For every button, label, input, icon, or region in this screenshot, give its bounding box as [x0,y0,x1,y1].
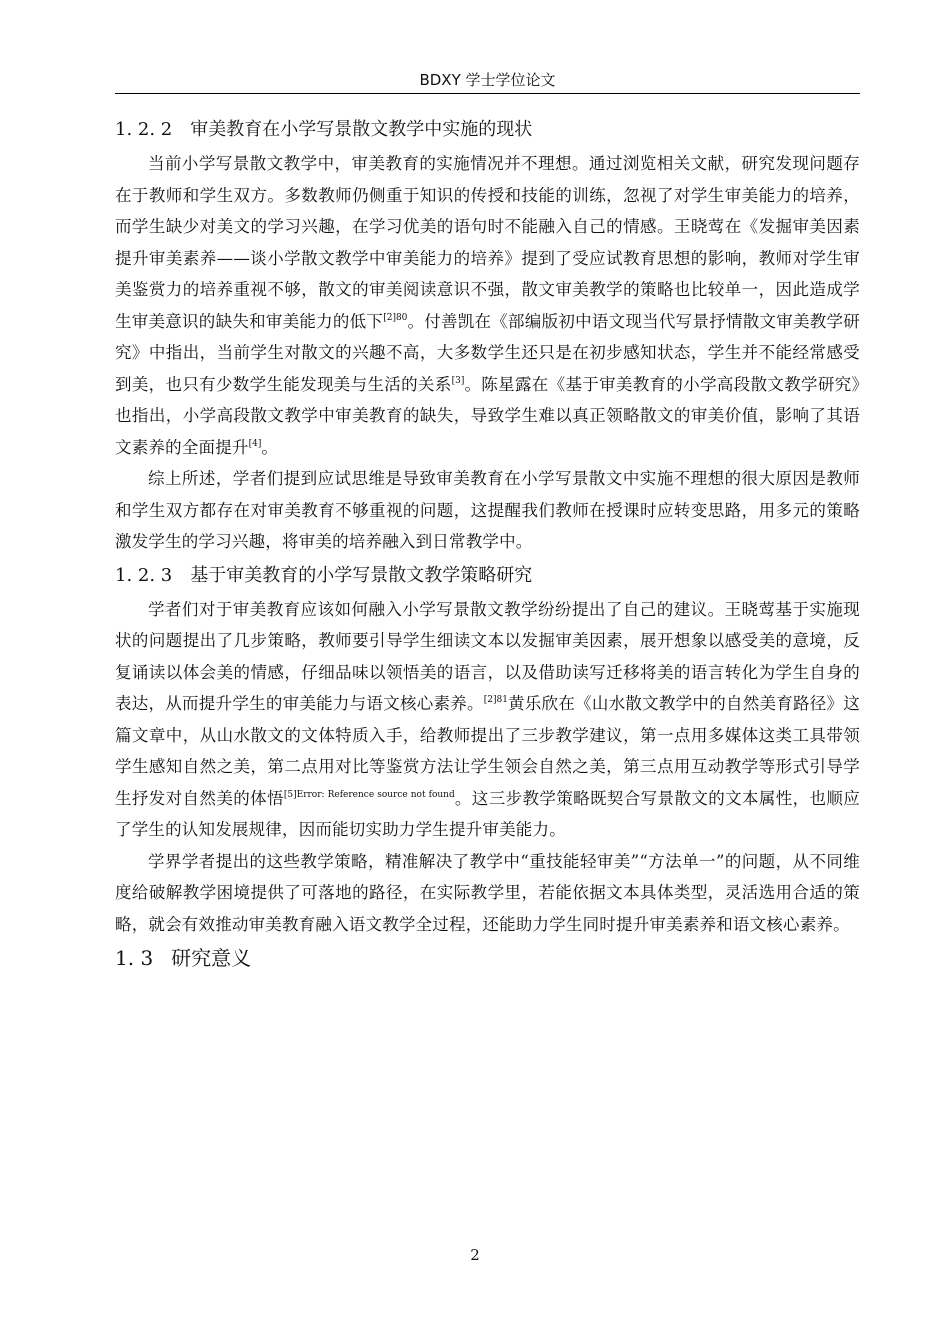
paragraph [115,463,860,558]
running-header: BDXY 学士学位论文 [419,71,556,89]
section-title: 基于审美教育的小学写景散文教学策略研究 [190,564,533,586]
section-number: 1. 3 [115,946,154,970]
page-body [115,112,860,976]
page-number: 2 [470,1246,480,1264]
citation-ref: [3] [451,375,465,386]
paragraph-text: 学者们对于审美教育应该如何融入小学写景散文教学纷纷提出了自己的建议。王晓莺基于实施现状的问题提出了几步策略，教师要引导学生细读文本以发掘审美因素，展开想象以感受美的意境，反复诵读以体会美的情感，仔细品味以领悟美的语言，以及借助读写迁移将美的语言转化为学生自身的表达，从而提升学生的审美能力与语文核心素养。 [115,599,860,713]
citation-ref: [2]81 [483,695,508,705]
paragraph-text: 黄乐欣在《山水散文教学中的自然美育路径》这篇文章中，从山水散文的文体特质入手，给教师提出了三步教学建议，第一点用多媒体这类工具带领学生感知自然之美，第二点用对比等鉴赏方法让学生领会自然之美，第三点用互动教学等形式引导学生抒发对自然美的体悟 [115,694,860,808]
paragraph-text: 当前小学写景散文教学中，审美教育的实施情况并不理想。通过浏览相关文献，研究发现问题存在于教师和学生双方。多数教师仍侧重于知识的传授和技能的训练，忽视了对学生审美能力的培养，而学生缺少对美文的学习兴趣，在学习优美的语句时不能融入自己的情感。王晓莺在《发掘审美因素提升审美素养——谈小学散文教学中审美能力的培养》提到了受应试教育思想的影响，教师对学生审美鉴赏力的培养重视不够，散文的审美阅读意识不强，散文审美教学的策略也比较单一，因此造成学生审美意识的缺失和审美能力的低下 [115,154,860,331]
section-heading-1-2-3 [115,558,860,594]
citation-ref: [5]Error: Reference source not found [283,789,455,800]
paragraph-text: 综上所述，学者们提到应试思维是导致审美教育在小学写景散文中实施不理想的很大原因是教师和学生双方都存在对审美教育不够重视的问题，这提醒我们教师在授课时应转变思路，用多元的策略激发学生的学习兴趣，将审美的培养融入到日常教学中。 [115,469,860,551]
paragraph [115,148,860,463]
paragraph-text: 。付善凯在《部编版初中语文现当代写景抒情散文审美教学研究》中指出，当前学生对散文的兴趣不高，大多数学生还只是在初步感知状态，学生并不能经常感受到美，也只有少数学生能发现美与生活的关系 [115,311,860,394]
header-divider [115,93,860,94]
section-number: 1. 2. 3 [115,564,173,586]
section-title: 审美教育在小学写景散文教学中实施的现状 [190,119,533,140]
section-heading-1-3 [115,940,860,976]
section-title: 研究意义 [171,946,252,970]
section-number: 1. 2. 2 [115,119,173,140]
paragraph [115,846,860,941]
paragraph-text: 学界学者提出的这些教学策略，精准解决了教学中“重技能轻审美”“方法单一”的问题，从不同维度给破解教学困境提供了可落地的路径，在实际教学里，若能依据文本具体类型，灵活选用合适的策略，就会有效推动审美教育融入语文教学全过程，还能助力学生同时提升审美素养和语文核心素养。 [115,851,860,934]
paragraph-text: 。 [261,437,279,457]
paragraph-text: 。这三步教学策略既契合写景散文的文本属性，也顺应了学生的认知发展规律，因而能切实助力学生提升审美能力。 [115,788,861,839]
paragraph-text: 。陈星露在《基于审美教育的小学高段散文教学研究》也指出，小学高段散文教学中审美教育的缺失，导致学生难以真正领略散文的审美价值，影响了其语文素养的全面提升 [115,374,860,457]
section-heading-1-2-2 [115,112,860,148]
citation-ref: [4] [248,438,262,449]
paragraph [115,594,860,846]
citation-ref: [2]80 [383,312,408,323]
